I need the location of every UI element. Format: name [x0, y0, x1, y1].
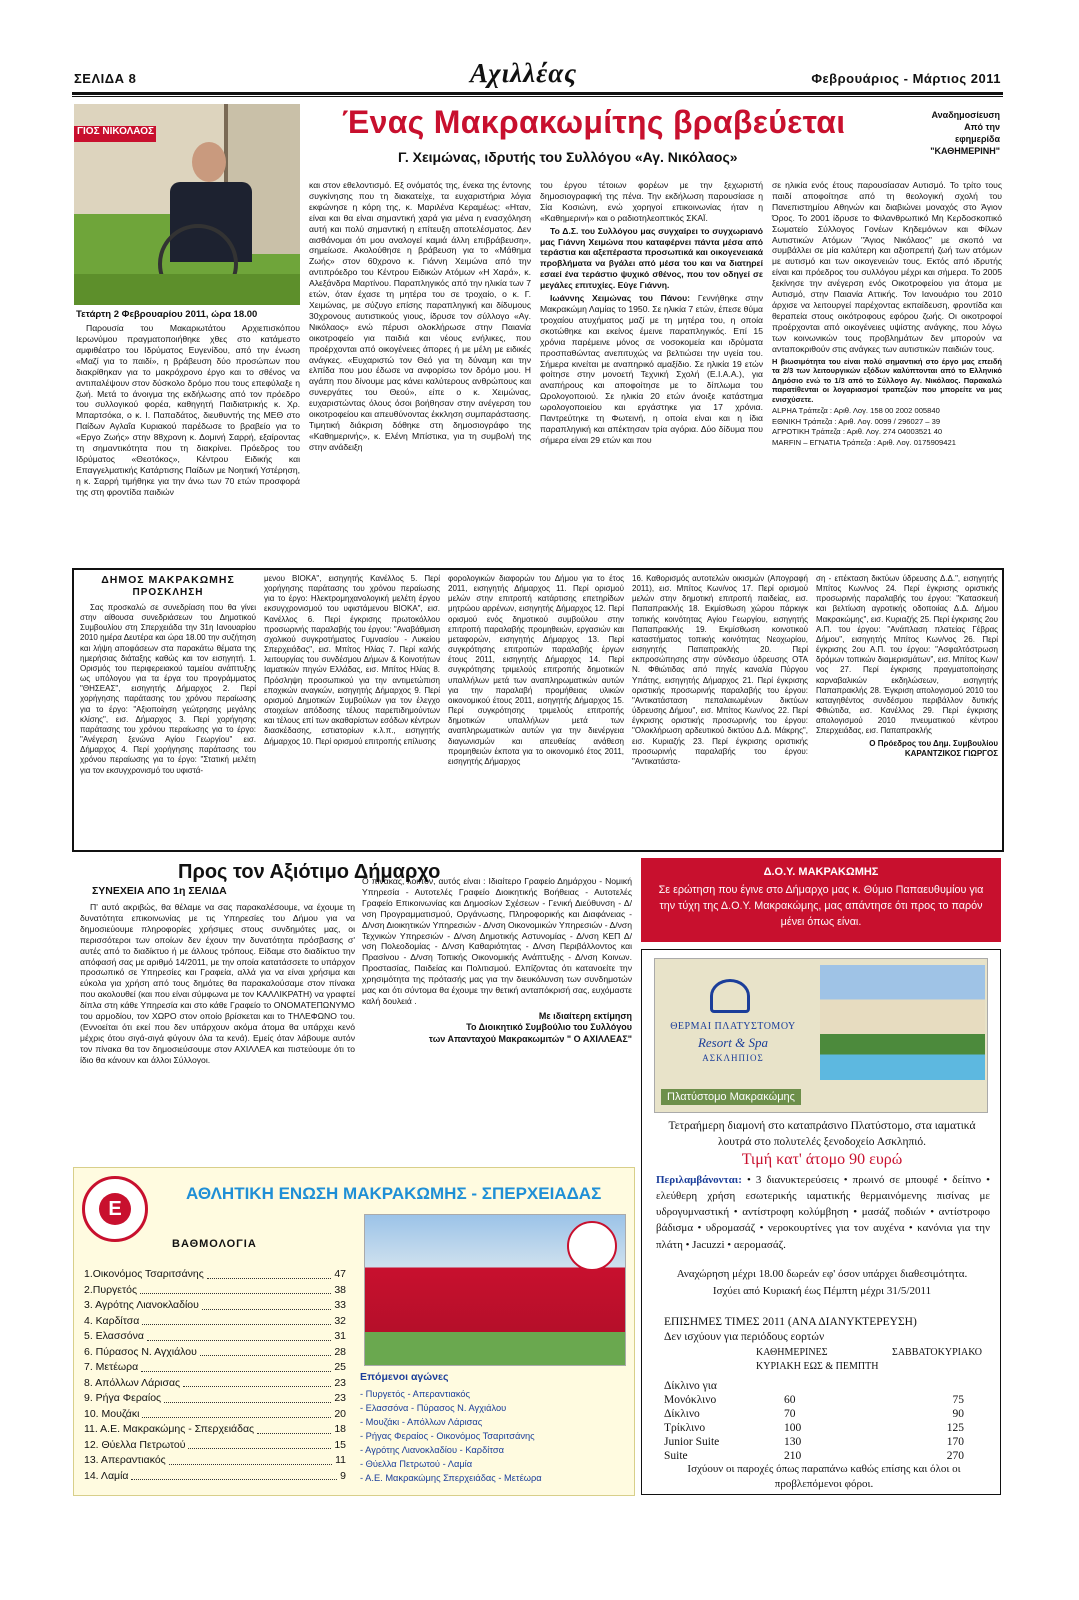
- room-type: Τρίκλινο: [664, 1422, 706, 1434]
- price-weekend: 270: [946, 1450, 964, 1462]
- team-name: 7. Μετέωρα: [84, 1361, 139, 1373]
- team-name: 1.Οικονόμος Τσαριτσάνης: [84, 1268, 204, 1280]
- match-item: - Α.Ε. Μακρακώμης Σπερχειάδας - Μετέωρα: [360, 1473, 542, 1483]
- bank-name: ΕΘΝΙΚΗ Τράπεζα: [772, 416, 833, 426]
- team-points: 15: [334, 1438, 346, 1451]
- hotel-photo-caption: Πλατύστομο Μακρακώμης: [661, 1089, 801, 1105]
- sports-logo-letter: E: [99, 1193, 131, 1225]
- doy-title: Δ.Ο.Υ. ΜΑΚΡΑΚΩΜΗΣ: [763, 866, 879, 878]
- team-name: 8. Απόλλων Λάρισας: [84, 1376, 181, 1389]
- hotel-footer: Ισχύουν οι παροχές όπως παραπάνω καθώς επίσης και όλοι οι προβλεπόμενοι φόροι.: [687, 1463, 961, 1490]
- council-text: 16. Καθορισμός αυτοτελών οικισμών (Απογραφή 2011), εισ. Μπίτος Κων/νος 17. Περί ορισμού μελών στην δημοτική επιτροπή παιδείας, εισ. Παπαπρακλής 18. Εκμίσθωση χώρου πάρκιγκ τοπικής κοινότητας Αγίου Γεωργίου, εισηγητής Παπαπρακλής 19. Εκμίσθωση κοινοτικού καταστήματος τοπικής κοινότητας Νεοχωρίου, εισηγητής Παπαπρακλής 20. Περί εκπροσώπησης στην σύνδεσμο ύδρευσης ΟΤΑ Ν. Φθιώτιδας από πηγές καναλία Πύργου Υπάτης, εισηγητής Δήμαρχος 21. Περί έγκρισης οριστικής προσωρινής παραλαβής του έργου: "Αντικατάσταση πεπαλαιωμένων δικτύων ύδρευσης Δήμου", εισ. Μπίτος Κων/νος 22. Περί έγκρισης οριστικής προσωρινής του έργου: "Ολοκλήρωση αρδευτικού δικτύου Δ.Δ. Μάκρης", εισ. Κυριαζής 23. Περί έγκρισης οριστικής προσωρινής παραλαβής του έργου: "Αντικατάστα-: [632, 574, 808, 766]
- hotel-ad: [641, 949, 1001, 1495]
- article-paragraph: του έργου τέτοιων φορέων με την ξεχωριστή δημοσιογραφική της πένα. Την εκδήλωση παρουσίασε η Σία Κοσιώνη, ενώ χορηγοί επικοινωνίας ήταν η «Καθημερινή» και ο ραδιοτηλεοπτικός ΣΚΑΪ.: [540, 180, 763, 223]
- letter-continued: ΣΥΝΕΧΕΙΑ ΑΠΟ 1η ΣΕΛΙΔΑ: [92, 885, 227, 897]
- prices-row: [664, 1435, 964, 1449]
- prices-col-weekend: ΣΑΒΒΑΤΟΚΥΡΙΑΚΟ: [892, 1347, 982, 1358]
- council-text: Σας προσκαλώ σε συνεδρίαση που θα γίνει στην αίθουσα συνεδριάσεων του Δημοτικού Συμβουλίου στη Σπερχειάδα την 31η Ιανουαρίου 2010 ημέρα Δευτέρα και ώρα 18.00 την συζήτηση και λήψη αποφάσεων στα παρακάτω θέματα της ημερήσιας διάταξης καθώς και τον εισηγητή. 1. Ορισμός του περιφερειακού ταμείου ανάπτυξης ως υπόλογου για τα έργα του προγράμματος "ΘΗΣΕΑΣ", εισηγητής Δήμαρχος 2. Περί χορήγησης παράτασης του χρόνου περαίωσης για το έργο: "Αξιοποίηση γεώτρησης μεγάλης κλίσης", εισ. Δήμαρχος 3. Περί χορήγησης παράτασης του χρόνου περαίωσης για το έργο: "Ανέγερση ξενώνα Αγίου Γεωργίου" εισ. Δήμαρχος 4. Περί χορήγησης παράτασης του χρόνου περαίωσης για το έργο: "Στατική μελέτη για τον εκσυγχρονισμό του υφιστά-: [80, 603, 256, 775]
- sports-logo-1: [82, 1176, 148, 1242]
- council-text: φορολογικών διαφορών του Δήμου για το έτος 2011, εισηγητής Δήμαρχος 11. Περί ορισμού μελών στην επιτροπή κατάρτισης επετηρίδων μητρώου αρρένων, εισηγητής Δήμαρχος 12. Περί ορισμού ενός δημοτικού συμβούλου στην επιτροπή παραλαβής προμηθειών, εργασιών και μεταφορών, εισηγητής Δήμαρχος 13. Περί συγκρότησης επιτροπών παραλαβής έργων έτους 2011, εισηγητής Δήμαρχος 14. Περί συγκρότησης τριμελούς επιτροπής δημοτικών υπαλλήλων μετά των αναπληρωματικών αυτών για την παραλαβή προμήθειας υλικών οικονομικού έτους 2011, εισηγητής Δήμαρχος 15. Περί συγκρότησης τριμελούς επιτροπής δημοτικών υπαλλήλων μετά των αναπληρωματικών αυτών για την διενέργεια διαγωνισμών και απευθείας ανάθεση προμηθειών έκποτα για το οικονομικό έτος 2011, εισηγητής Δήμαρχος: [448, 574, 624, 766]
- price-weekday: 100: [784, 1422, 802, 1434]
- team-points: 31: [334, 1330, 346, 1342]
- letter-sign-3: των Απανταχού Μακρακωμιτών " Ο ΑΧΙΛΛΕΑΣ": [428, 1033, 632, 1044]
- letter-column-2: [362, 876, 632, 1045]
- council-column-2: [264, 574, 440, 749]
- prices-note: Δεν ισχύουν για περιόδους εορτών: [664, 1331, 825, 1343]
- council-invitation-box: [72, 568, 1004, 852]
- hotel-brand-sub2: ΑΣΚΛΗΠΙΟΣ: [702, 1053, 764, 1063]
- team-points: 28: [334, 1345, 346, 1358]
- bio-text: Γεννήθηκε στην Μακρακώμη Λαμίας το 1950. Σε ηλικία 7 ετών, έπεσε θύμα τροχαίου ατυχήματος μαζί με τη μητέρα του, η οποία σκοτώθηκε και εκείνος έμεινε παραπληγικός. Επί 15 χρόνια παρέμεινε μόνος σε νοσοκομεία και ιδρύματα προσπαθώντας ανεπιτυχώς να βελτιώσει την υγεία του. Σήμερα κινείται με αναπηρικό αμαξίδιο. Σε ηλικία 19 ετών φοίτησε στην μονοετή Τεχνική Σχολή (Ε.Ι.Α.Α.), για αναπήρους και αποφοίτησε με το δίπλωμα του Ωρολογοποιού. Σε ηλικία 20 ετών άνοιξε κατάστημα ωρολογοποιείου και εργάστηκε για 17 χρόνια. Παντρεύτηκε τη Φωτεινή, η οποία είναι και η ίδια παραπληγική και απέκτησαν τρία αγόρια. Δύο δίδυμα που σήμερα είναι 29 ετών και που: [540, 293, 763, 445]
- match-item: - Πυργετός - Απεραντιακός: [360, 1389, 471, 1399]
- article-paragraph: Παρουσία του Μακαριωτάτου Αρχιεπισκόπου Ιερωνύμου πραγματοποιήθηκε χθες στο κατάμεστο αμφιθέατρο του Ιδρύματος Ευγενίδου, από την ένωση «Μαζί για το παιδί», η βράβευση δύο προσώπων που διακρίθηκαν για το μακρόχρονο έργο και το σθένος να αντιπαλέψουν στον δύσκολο δρόμο που τους επεφύλαξε η ζωή. Μετά το άνοιγμα της εκδήλωσης από τον πρόεδρο του συλλογικού φορέα, καθηγητή Παιδιατρικής κ. Χρ. Μπαρτσόκα, ο κ. Ι. Παπαδάτος, διευθυντής της ΜΕΘ στο Παίδων Αγλαΐα Κυριακού παρέδωσε το βραβείο για το «Εργο Ζωής» στην 88χρονη κ. Δομινή Σαρρή, εξαίροντας τη σημαντικότητα που τη διακρίνει. Πρόεδρος του Ιδρύματος «Θεοτόκος», Κέντρου Ειδικής και Επαγγελματικής Κατάρτισης Παίδων με Νοητική Υστέρηση, η κ. Σαρρή τιμήθηκε για την άνω των 70 ετών προσφορά της στη φροντίδα παιδιών: [76, 323, 301, 497]
- prices-title: ΕΠΙΣΗΜΕΣ ΤΙΜΕΣ 2011 (ΑΝΑ ΔΙΑΝΥΚΤΕΡΕΥΣΗ): [664, 1316, 917, 1328]
- team-points: 32: [334, 1314, 346, 1327]
- letter-title: Προς τον Αξιότιμο Δήμαρχο: [178, 861, 441, 883]
- article-congrats: Το Δ.Σ. του Συλλόγου μας συγχαίρει το συγχωριανό μας Γιάννη Χειμώνα που καταφέρνει πάντα μέσα από τεράστια και αξεπέραστα προσωπικά και οικογενειακά προβλήματα να βγάλει από μέσα του και να διατηρεί εσαεί ένα τεράστιο ψυχικό σθένος, που τον οδηγεί σε μεγάλες επιτυχίες. Εύγε Γιάννη.: [540, 225, 763, 291]
- bank-account: : Αριθ. Λογ. 0099 / 296027 – 39: [834, 416, 941, 426]
- prices-row: [664, 1449, 964, 1463]
- price-weekday: 210: [784, 1450, 802, 1462]
- council-column-5: [816, 574, 998, 759]
- bank-row: [772, 438, 1002, 449]
- repost-note: Αναδημοσίευση Από την εφημερίδα "ΚΑΘΗΜΕΡΙΝΗ": [930, 110, 1000, 157]
- prices-col-weekday-2: ΚΥΡΙΑΚΗ ΕΩΣ & ΠΕΜΠΤΗ: [756, 1361, 879, 1372]
- room-header: Δίκλινο για: [664, 1380, 717, 1392]
- next-matches-list: [360, 1387, 542, 1485]
- price-weekday: 130: [784, 1436, 802, 1448]
- council-title: ΔΗΜΟΣ ΜΑΚΡΑΚΩΜΗΣ: [101, 574, 235, 586]
- article-column-2: [309, 180, 531, 455]
- article-paragraph: και στον εθελοντισμό. Εξ ονόματός της, ένεκα της έντονης συγκίνησης που τη διακατείχε, τα ευχαριστήρια λόγια εκφώνησε η κόρη της, κ. Μαριλένα Κεραμέως: «Ηταν, είναι και θα είναι σημαντική χαρά για μένα η ενασχόληση αυτή και πολύ σημαντική η επίτευξη αποτελέσματος. Δεν αισθάνομαι ότι μου αναλογεί καμιά άλλη επιβράβευση», σημείωσε. Ακολούθησε η βράβευση για το «Μάθημα Ζωής» στον 60χρονο κ. Γιάννη Χειμώνα από την αντιπρόεδρο του Κέντρου Ειδικών Ατόμων «Η Χαρά», κ. Αλεξάνδρα Μαρτίνου. Παραπληγικός από την ηλικία των 7 ετών, όταν έχασε τη μητέρα του σε τροχαίο, ο κ. Γ. Χειμώνας, με σύζυγο επίσης παραπληγική και δίδυμους 30χρονους αυτιστικούς γιους, ίδρυσε τον σύλλογο «Αγ. Νικόλαος» ενώ πέρυσι ολοκλήρωσε στην Παιανία οικοτροφείο για παιδιά και νέους ενήλικες, που προέρχονται από οικογένειες άπορες ή με μέλη με ειδικές ανάγκες. «Ευχαριστώ τον Θεό για τη δύναμη και την ελπίδα που μου έδωσε να ανφορίσω τον δρόμο μου. Η αγάπη που δίνουμε μας κάνει καλύτερους ανθρώπους και συνεργάτες του Θεού», είπε ο κ. Χειμώνας, ευχαριστώντας όλους όσοι βοήθησαν στην ανέγερση του οικοτροφείου και απευθύνοντας έκκληση συμπαράστασης. Τιμητική διάκριση δόθηκε στη δημοσιογράφο της «Καθημερινής», κ. Ελένη Μπίστικα, για τη συμβολή της στην ανάδειξη: [309, 180, 532, 452]
- bank-account: : Αριθ. Λογ. 274 04003521 40: [842, 427, 943, 437]
- standings-row: [84, 1345, 346, 1361]
- hotel-photo-frame: [654, 958, 988, 1113]
- room-type: Μονόκλινο: [664, 1394, 717, 1406]
- team-points: 20: [334, 1407, 346, 1420]
- hotel-brand-sub: Resort & Spa: [697, 1035, 769, 1050]
- team-points: 38: [334, 1283, 346, 1296]
- sports-box: [73, 1167, 635, 1496]
- masthead: Αχιλλέας: [470, 58, 578, 88]
- hotel-intro: Τετραήμερη διαμονή στο καταπράσινο Πλατύστομο, στα ιαματικά λουτρά στο πολυτελές ξενοδοχείο Ασκληπιό.: [668, 1120, 976, 1149]
- match-item: - Ρήγας Φεραίος - Οικονόμος Τσαριτσάνης: [360, 1431, 535, 1441]
- price-weekend: 90: [952, 1408, 964, 1420]
- article-column-3: [540, 180, 763, 448]
- team-points: 11: [335, 1454, 346, 1466]
- council-text: ση - επέκταση δικτύων ύδρευσης Δ.Δ.", εισηγητής Μπίτος Κων/νος 24. Περί έγκρισης οριστικής προσωρινής παραλαβής του έργου: "Κατασκευή και βελτίωση αγροτικής οδοποιίας Δ.Δ. Δήμου Μακρακώμης", εισ. Κυριαζής 25. Περί έγκρισης 2ου Α.Π. του έργου: "Ανάπλαση πλατείας Γέβρας Δήμου", εισηγητής Μπίτος Κων/νος 26. Περί έγκρισης 2ου Α.Π. του έργου: "Ασφαλτόστρωση δρόμων τοπικών διαμερισμάτων", εισ. Μπίτος Κων/νος 27. Περί έγκρισης πραγματοποίησης καρναβαλικών εκδηλώσεων, εισηγητής Παπαπρακλής 28. Έγκριση απολογισμού 2010 του καταγηθέντος συνδέσμου περιβάλλον δυτικής Φθιώτιδα, εισ. Κανέλλος 29. Περί έγκρισης απολογισμού 2010 πνευματικού κέντρου Σπερχειάδας, εισ. Παπαπρακλής: [816, 574, 998, 736]
- hotel-building-photo: [820, 965, 985, 1080]
- bank-list: [772, 406, 1002, 449]
- council-signature-role: Ο Πρόεδρος του Δημ. Συμβουλίου: [869, 738, 998, 748]
- standings-row: [84, 1267, 346, 1283]
- price-weekday: 60: [784, 1394, 796, 1406]
- bank-name: MARFIN – ΕΓΝΑΤΙΑ Τράπεζα: [772, 437, 872, 447]
- hotel-valid: Ισχύει από Κυριακή έως Πέμπτη μέχρι 31/5/2011: [712, 1285, 932, 1297]
- team-points: 25: [334, 1361, 346, 1373]
- letter-sign-2: Το Διοικητικό Συμβούλιο του Συλλόγου: [466, 1022, 632, 1033]
- hotel-departure: Αναχώρηση μέχρι 18.00 δωρεάν εφ' όσον υπάρχει διαθεσιμότητα.: [676, 1268, 968, 1280]
- standings-row: [84, 1283, 346, 1299]
- standings-row: [84, 1422, 346, 1438]
- match-item: - Αγρότης Λιανοκλαδίου - Καρδίτσα: [360, 1445, 504, 1455]
- standings-row: [84, 1298, 346, 1314]
- standings-list: [84, 1267, 346, 1484]
- letter-paragraph: Π' αυτό ακριβώς, θα θέλαμε να σας παρακαλέσουμε, να έχουμε τη δυνατότητα επικοινωνίας με τις Υπηρεσίες του Δήμου για να δημοσιεύουμε πληροφορίες χρήσιμες στους συνδημότες μας, οι περισσότεροι των οποίων δεν έχουν την δυνατότητα πρόσβασης σ' αυτές από το διαδίκτυο ή με άλλους τρόπους. Είδαμε στο διαδίκτυο την απόφασή σας με αριθμό 14/2011, με την οποία κατατάσσετε το υπάρχον προσωπικό σε Υπηρεσίες και Γραφεία, αλλά για να είναι χρήσιμα και εύκολα για χρήση από τους δημότες θα παρακαλούσαμε στον πίνακα που ακολουθεί (και που είναι σύμφωνα με τον ΚΑΛΛΙΚΡΑΤΗ) να γραφτεί δίπλα στη κάθε Υπηρεσία και στο κάθε Γραφείο το ΟΝΟΜΑΤΕΠΩΝΥΜΟ του αρμοδίου, τον ΧΩΡΟ στον οποίο βρίσκεται και το ΤΗΛΕΦΩΝΟ του. (Εννοείται ότι εκεί που δεν υπάρχουν ακόμα άτομα θα υπάρχει κενό μέχρις ότου σιγά-σιγά φύγουν όλα τα κενά). Εμείς όταν λάβουμε αυτόν τον πίνακα θα τον δημοσιεύσουμε στον ΑΧΙΛΛΕΑ και πιστεύουμε ότι το ίδιο θα κάνουν και άλλοι Σύλλογοι.: [80, 902, 355, 1065]
- council-column-4: [632, 574, 808, 769]
- sports-logo-2: [567, 1221, 617, 1271]
- team-name: 6. Πύρασος Ν. Αγχιάλου: [84, 1345, 197, 1358]
- match-item: - Θύελλα Πετρωτού - Λαμία: [360, 1459, 473, 1469]
- letter-sign-1: Με ιδιαίτερη εκτίμηση: [538, 1010, 632, 1021]
- prices-row: [664, 1379, 964, 1393]
- team-name: 5. Ελασσόνα: [84, 1330, 144, 1342]
- article-column-1: [76, 309, 300, 500]
- header-rule: [72, 92, 1003, 95]
- hotel-logo-icon: [710, 979, 750, 1013]
- team-name: 12. Θύελλα Πετρωτού: [84, 1438, 186, 1451]
- hotel-includes: [656, 1172, 990, 1253]
- team-name: 9. Ρήγα Φεραίος: [84, 1392, 162, 1404]
- standings-row: [84, 1469, 346, 1485]
- photo-sign: ΓΙΟΣ ΝΙΚΟΛΑΟΣ: [74, 126, 156, 142]
- hotel-includes-label: Περιλαμβάνονται:: [656, 1174, 742, 1186]
- standings-row: [84, 1391, 346, 1407]
- prices-row: [664, 1421, 964, 1435]
- donation-note: Η βιωσιμότητα του είναι πολύ σημαντική στο έργο μας επειδή τα 2/3 των λειτουργικών εξόδων καλύπτονται από το Ελληνικό Δημόσιο ενώ το 1/3 από το Σύλλογο Αγ. Νικόλαος. Παρακαλώ παρατίθενται οι λογαριασμοί τραπεζών που μπορείτε να μας ενισχύσετε.: [772, 356, 1002, 404]
- page-number: ΣΕΛΙΔΑ 8: [74, 71, 137, 86]
- team-name: 11. Α.Ε. Μακρακώμης - Σπερχειάδας: [84, 1423, 255, 1435]
- bank-row: [772, 406, 1002, 417]
- article-title: Ένας Μακρακωμίτης βραβεύεται: [342, 104, 846, 140]
- team-points: 9: [340, 1469, 346, 1482]
- team-name: 14. Λαμία: [84, 1469, 129, 1482]
- hotel-price: Τιμή κατ' άτομο 90 ευρώ: [741, 1151, 903, 1168]
- letter-column-1: [80, 902, 355, 1068]
- team-points: 23: [334, 1376, 346, 1389]
- bank-name: ΑΓΡΟΤΙΚΗ Τράπεζα: [772, 427, 841, 437]
- price-weekend: 170: [946, 1436, 964, 1448]
- prices-table: [664, 1379, 964, 1463]
- price-weekday: 70: [784, 1408, 796, 1420]
- standings-row: [84, 1438, 346, 1454]
- council-signature-name: ΚΑΡΑΝΤΖΙΚΟΣ ΓΙΩΡΓΟΣ: [904, 748, 998, 758]
- bank-account: : Αριθ. Λογ. 158 00 2002 005840: [829, 406, 940, 416]
- price-weekend: 75: [952, 1394, 964, 1406]
- hotel-includes-text: • 3 διανυκτερεύσεις • πρωινό σε μπουφέ • δείπνο • ελεύθερη χρήση εσωτερικής ιαματικής θερμαινόμενης πισίνας με υδρογυμναστική • αντίστροφη κολύμβηση • μασάζ ποδιών • αντίστροφο βάδισμα • υδρομασάζ • νεροκουρτίνες για τον αυχένα • κανόνια για την πλάτη • Jacuzzi • αερομασάζ.: [656, 1174, 990, 1251]
- prices-row: [664, 1393, 964, 1407]
- standings-row: [84, 1329, 346, 1345]
- council-text: μενου ΒΙΟΚΑ", εισηγητής Κανέλλος 5. Περί χορήγησης παράτασης του χρόνου περαίωσης για το έργο: Ηλεκτρομηχανολογική μελέτη έργου εκσυγχρονισμού του υφιστάμενου ΒΙΟΚΑ", εισ. Κανέλλος 6. Περί έγκρισης πρωτοκόλλου προσωρινής παραλαβής του έργου: "Αναβάθμιση σχολικού συγκροτήματος Γυμνασίου - Λυκείου Σπερχειάδας", εισ. Μπίτος Ηλίας 7. Περί καλής λειτουργίας του συνδέσμου Δήμων & Κοινοτήτων Ιαματικών πηγών Ελλάδας, εισ. Μπίτος Ηλίας 8. Πρόσληψη προσωπικού για την αντιμετώπιση εποχικών αναγκών, εισηγητής Δήμαρχος 9. Περί ορισμού Δημοτικών Συμβούλων για τον έλεγχο στοιχείων απόδοσης τέλους παρεπιδημούντων και τέλους επί των ακαθαρίστων εσόδων κέντρων διασκέδασης, εστιατορίων κ.λ.π., εισηγητής Δήμαρχος 10. Περί ορισμού επιτροπής επίλυσης: [264, 574, 440, 746]
- team-name: 13. Απεραντιακός: [84, 1454, 166, 1466]
- sports-title: ΑΘΛΗΤΙΚΗ ΕΝΩΣΗ ΜΑΚΡΑΚΩΜΗΣ - ΣΠΕΡΧΕΙΑΔΑΣ: [186, 1184, 602, 1203]
- team-points: 23: [334, 1392, 346, 1404]
- standings-row: [84, 1376, 346, 1392]
- room-type: Suite: [664, 1450, 688, 1462]
- article-photo: [74, 104, 300, 305]
- header-rule-thin: [72, 96, 1003, 97]
- bank-account: : Αριθ. Λογ. 0175909421: [873, 437, 956, 447]
- team-photo: [364, 1214, 626, 1366]
- doy-box: [641, 858, 1001, 942]
- price-weekend: 125: [946, 1422, 964, 1434]
- team-name: 10. Μουζάκι: [84, 1407, 140, 1420]
- hotel-brand: ΘΕΡΜΑΙ ΠΛΑΤΥΣΤΟΜΟΥ: [670, 1021, 796, 1032]
- standings-row: [84, 1453, 346, 1469]
- council-column-1: [80, 574, 256, 778]
- team-points: 47: [334, 1268, 346, 1280]
- next-matches-title: Επόμενοι αγώνες: [360, 1371, 449, 1383]
- article-subtitle: Γ. Χειμώνας, ιδρυτής του Συλλόγου «Αγ. Νικόλαος»: [398, 149, 738, 165]
- dateline: Τετάρτη 2 Φεβρουαρίου 2011, ώρα 18.00: [76, 309, 258, 320]
- standings-row: [84, 1360, 346, 1376]
- team-name: 4. Καρδίτσα: [84, 1314, 140, 1327]
- issue-date: Φεβρουάριος - Μάρτιος 2011: [811, 71, 1001, 86]
- team-points: 18: [334, 1423, 346, 1435]
- letter-paragraph: Ο πίνακας, λοιπόν, αυτός είναι : Ιδιαίτερο Γραφείο Δημάρχου - Νομική Υπηρεσία - Αυτοτελές Γραφείο Διοικητικής Βοήθειας - Αυτοτελές Γραφείο Επικοινωνίας και Δημοσίων Σχέσεων - Γενική Διεύθυνση - Δ/νση Προγραμματισμού, Οργάνωσης, Πληροφορικής και Διαφάνειας - Δ/νση Διοικητικών Υπηρεσιών - Δ/νση Οικονομικών Υπηρεσιών - Δ/νση Τεχνικών Υπηρεσιών - Δ/νση Δημοτικής Αστυνομίας - Δ/νση ΚΕΠ Δ/νση Πολεοδομίας - Δ/νση Καθαριότητας - Δ/νση Περιβάλλοντος και Πρασίνου - Δ/νση Τοπικής Οικονομικής Ανάπτυξης - Δ/νση Κοινων. Προστασίας, Παιδείας και Πολιτισμού. Ελπίζοντας ότι κατανοείτε την χρησιμότητα της πρότασής μας για την διευκόλυνση των συνδημοτών μας και ότι σύντομα θα έχουμε την θετική ανταπόκρισή σας, ευχόμαστε καλή δουλειά .: [362, 876, 632, 1006]
- bank-row: [772, 417, 1002, 428]
- team-points: 33: [334, 1299, 346, 1311]
- bank-row: [772, 427, 1002, 438]
- match-item: - Μουζάκι - Απόλλων Λάρισας: [360, 1417, 483, 1427]
- team-name: 2.Πυργετός: [84, 1283, 138, 1296]
- bank-name: ALPHA Τράπεζα: [772, 406, 828, 416]
- room-type: Δίκλινο: [664, 1408, 700, 1420]
- team-name: 3. Αγρότης Λιανοκλαδίου: [84, 1299, 199, 1311]
- match-item: - Ελασσόνα - Πύρασος Ν. Αγχιάλου: [360, 1403, 507, 1413]
- doy-text: Σε ερώτηση που έγινε στο Δήμαρχο μας κ. Θύμιο Παπαευθυμίου για την τύχη της Δ.Ο.Υ. Μακρακώμης, μας απάντησε ότι προς το παρόν μένει όπως είναι.: [658, 884, 984, 929]
- standings-title: ΒΑΘΜΟΛΟΓΙΑ: [172, 1238, 257, 1250]
- standings-row: [84, 1314, 346, 1330]
- prices-col-weekday: ΚΑΘΗΜΕΡΙΝΕΣ: [756, 1347, 828, 1358]
- room-type: Junior Suite: [664, 1436, 720, 1448]
- bio-lead: Ιωάννης Χειμώνας του Πάνου:: [550, 293, 691, 304]
- standings-row: [84, 1407, 346, 1423]
- council-column-3: [448, 574, 624, 769]
- article-paragraph: σε ηλικία ενός έτους παρουσίασαν Αυτισμό. Το τρίτο τους παιδί αποφοίτησε από τη θεολογική σχολή του Πανεπιστημίου Αθηνών και διαβιώνει μοναχός στο Άγιον Όρος. Το 2001 ίδρυσε το Φιλανθρωπικό Μη Κερδοσκοπικό Σωματείο Σύλλογος Γονέων Κηδεμόνων και Φίλων Αυτιστικών Ατόμων "Άγιος Νικόλαος" με σκοπό να συμβάλλει σε μία καλύτερη και αξιοπρεπή ζωή των ατόμων με αυτισμό και των οικογενειών τους. Εκτός από ιδρυτής είναι και πρόεδρος του συλλόγου μέχρι και σήμερα. Το 2005 ξεκίνησε την ανέγερση ενός Οικοτροφείου για άτομα με Αυτισμό, στην Παιανία Αττικής. Τον Ιανουάριο του 2010 άρχισε να λειτουργεί παρέχοντας εκπαίδευση, φροντίδα και θεραπεία στους οικότροφους εφόρου ζωής. Οι οικοτροφοί προέρχονται από οικογένειες υψίστης ανάγκης, που λόγω των κοινωνικών τους προβλημάτων δεν μπορούν να ανταποκριθούν στις ανάγκες των αυτιστικών παιδιών τους.: [772, 180, 1002, 354]
- photo-person-head: [192, 142, 226, 182]
- prices-row: [664, 1407, 964, 1421]
- photo-grass: [74, 274, 300, 305]
- council-subtitle: ΠΡΟΣΚΛΗΣΗ: [132, 587, 204, 599]
- article-column-4: [772, 180, 1002, 449]
